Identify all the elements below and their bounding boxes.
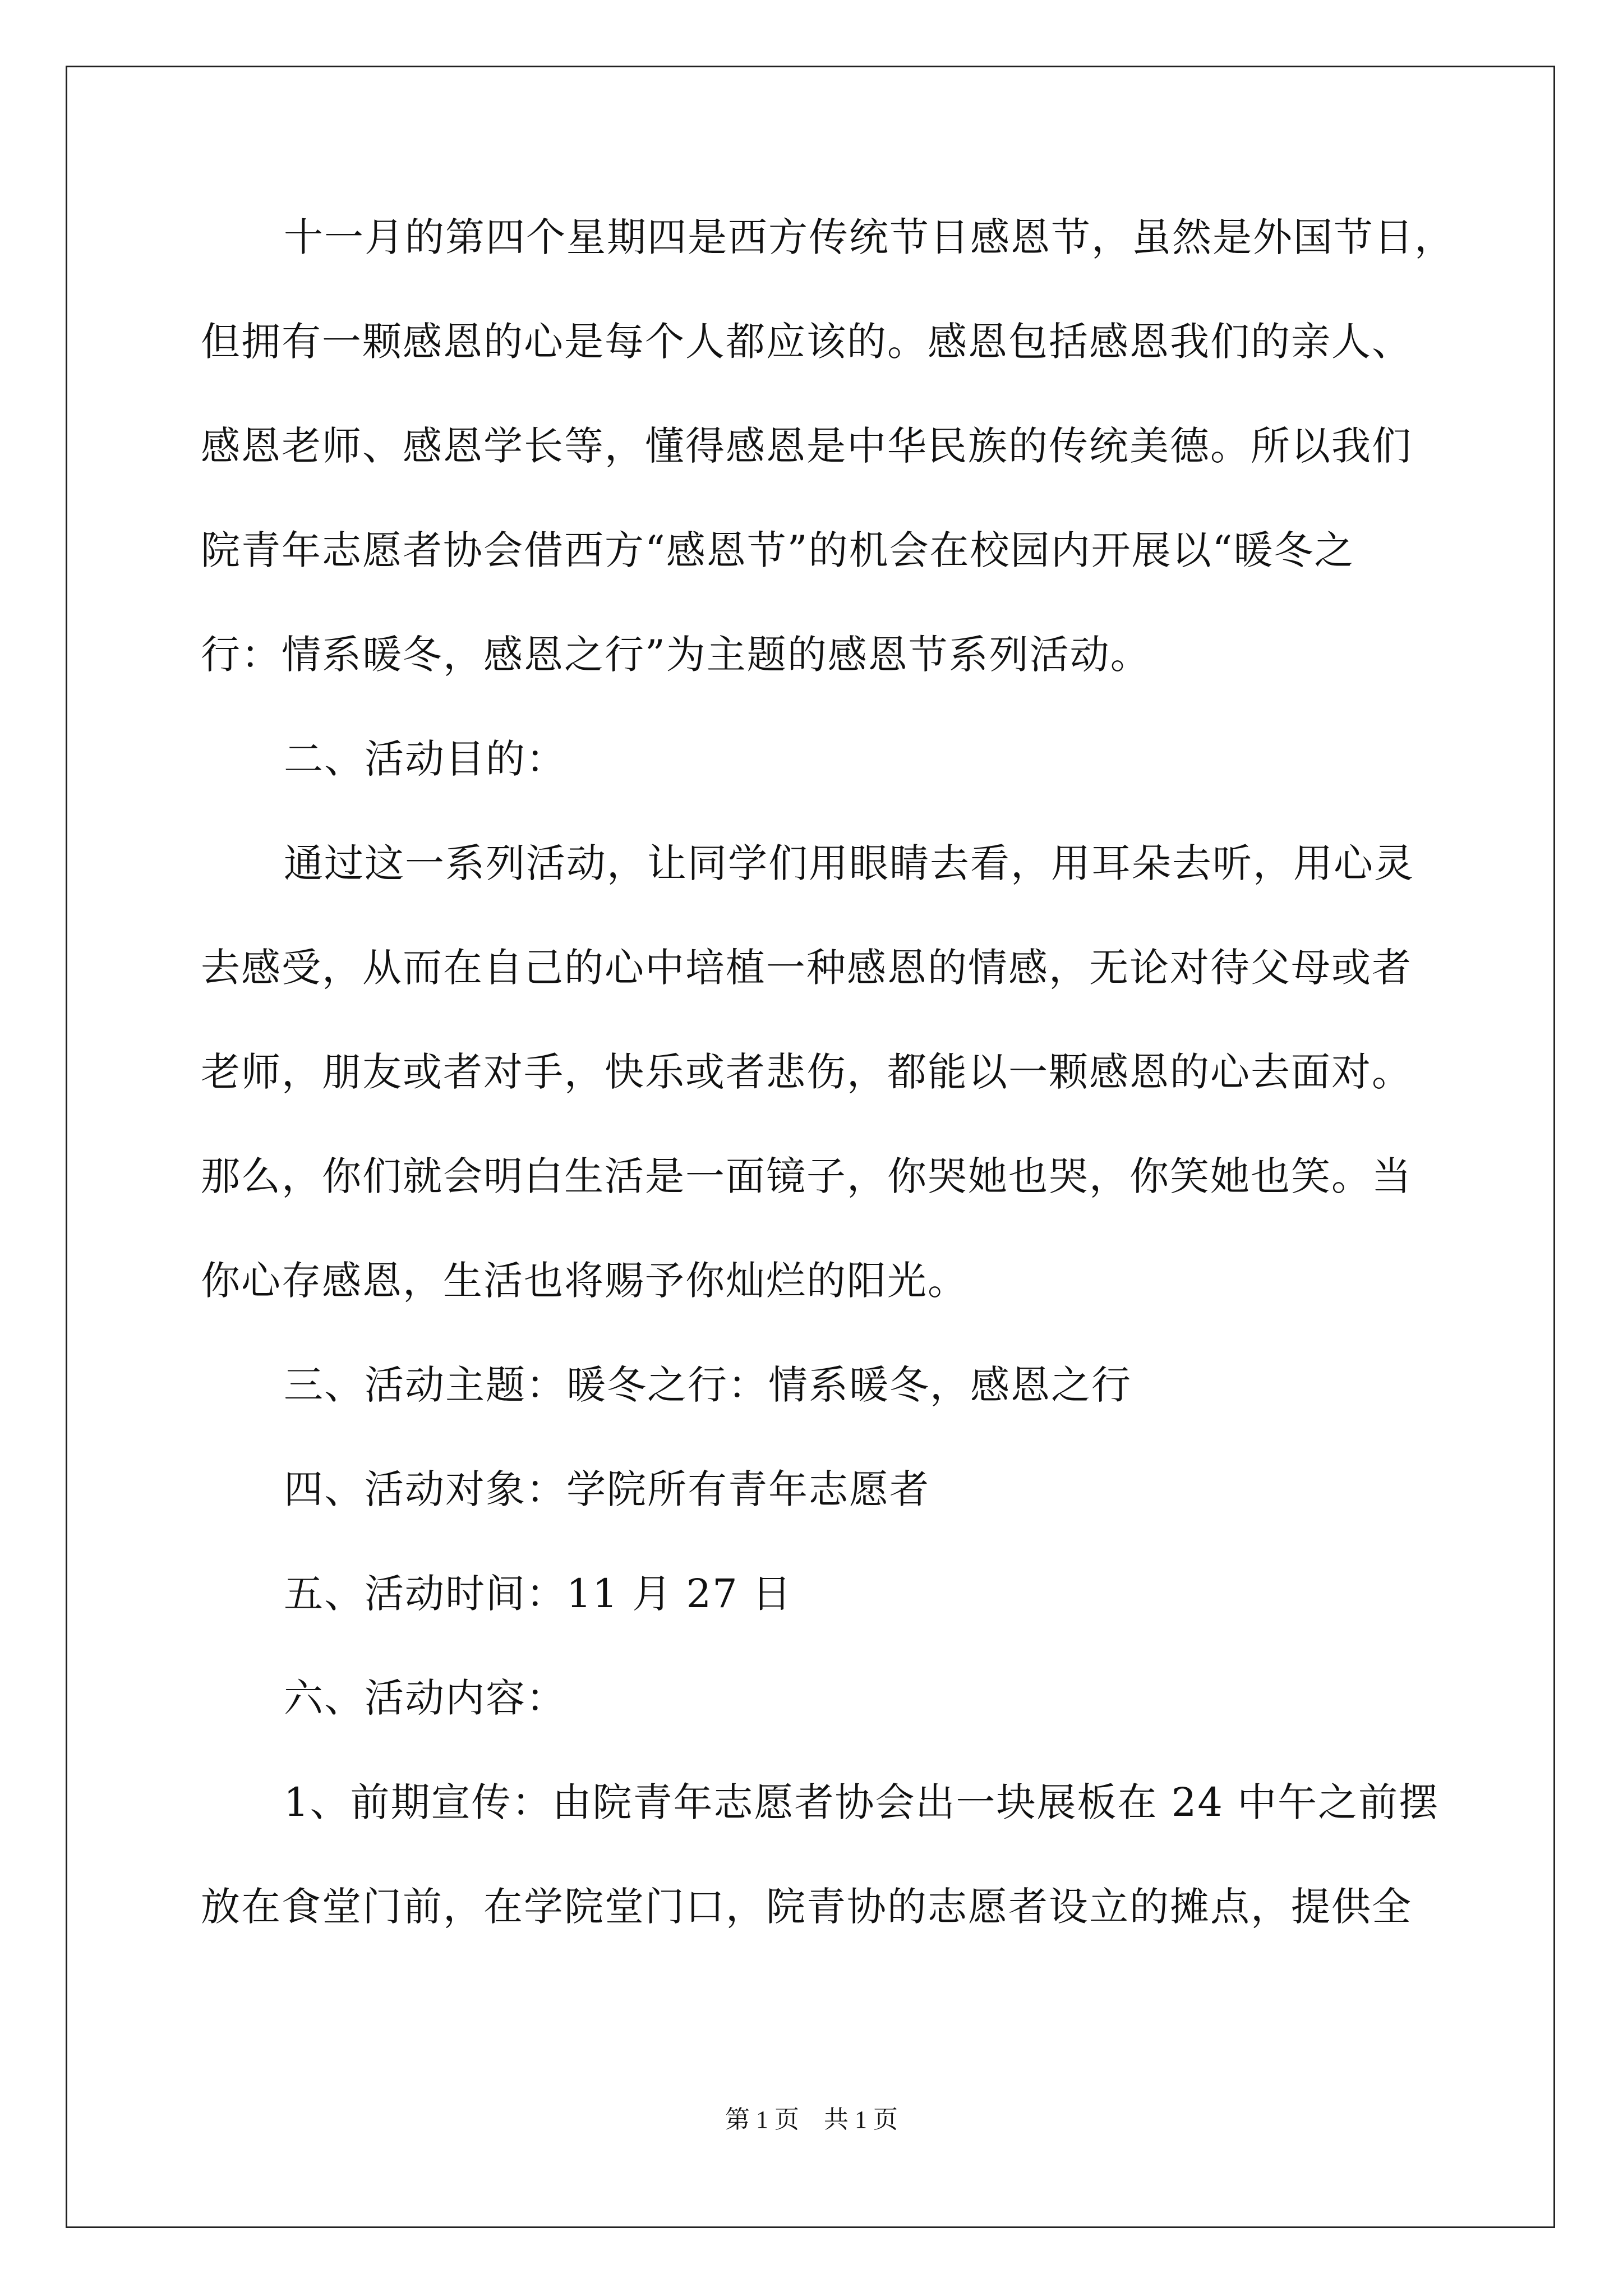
paragraph-line: 十一月的第四个星期四是西方传统节日感恩节，虽然是外国节日， <box>284 214 1455 260</box>
section-theme: 三、活动主题：暖冬之行：情系暖冬，感恩之行 <box>284 1362 1132 1408</box>
paragraph-line: 但拥有一颗感恩的心是每个人都应该的。感恩包括感恩我们的亲人、 <box>201 319 1412 365</box>
paragraph-line: 去感受，从而在自己的心中培植一种感恩的情感，无论对待父母或者 <box>201 945 1412 991</box>
paragraph-line: 那么，你们就会明白生活是一面镜子，你哭她也哭，你笑她也笑。当 <box>201 1153 1412 1199</box>
paragraph-line: 你心存感恩，生活也将赐予你灿烂的阳光。 <box>201 1258 968 1304</box>
paragraph-line: 老师，朋友或者对手，快乐或者悲伤，都能以一颗感恩的心去面对。 <box>201 1049 1412 1095</box>
paragraph-line: 放在食堂门前，在学院堂门口，院青协的志愿者设立的摊点，提供全 <box>201 1884 1412 1930</box>
paragraph-line: 院青年志愿者协会借西方“感恩节”的机会在校园内开展以“暖冬之 <box>201 527 1355 573</box>
paragraph-line: 感恩老师、感恩学长等，懂得感恩是中华民族的传统美德。所以我们 <box>201 423 1412 469</box>
section-audience: 四、活动对象：学院所有青年志愿者 <box>284 1466 930 1512</box>
paragraph-line: 1、前期宣传：由院青年志愿者协会出一块展板在 24 中午之前摆 <box>284 1779 1440 1825</box>
paragraph-line: 通过这一系列活动，让同学们用眼睛去看，用耳朵去听，用心灵 <box>284 840 1414 886</box>
paragraph-line: 行：情系暖冬，感恩之行”为主题的感恩节系列活动。 <box>201 632 1151 678</box>
document-body <box>201 214 1455 1991</box>
section-heading-purpose: 二、活动目的： <box>284 736 566 782</box>
section-time: 五、活动时间：11 月 27 日 <box>284 1571 792 1617</box>
page-number-footer: 第 1 页 共 1 页 <box>725 2106 898 2133</box>
section-heading-content: 六、活动内容： <box>284 1675 566 1721</box>
